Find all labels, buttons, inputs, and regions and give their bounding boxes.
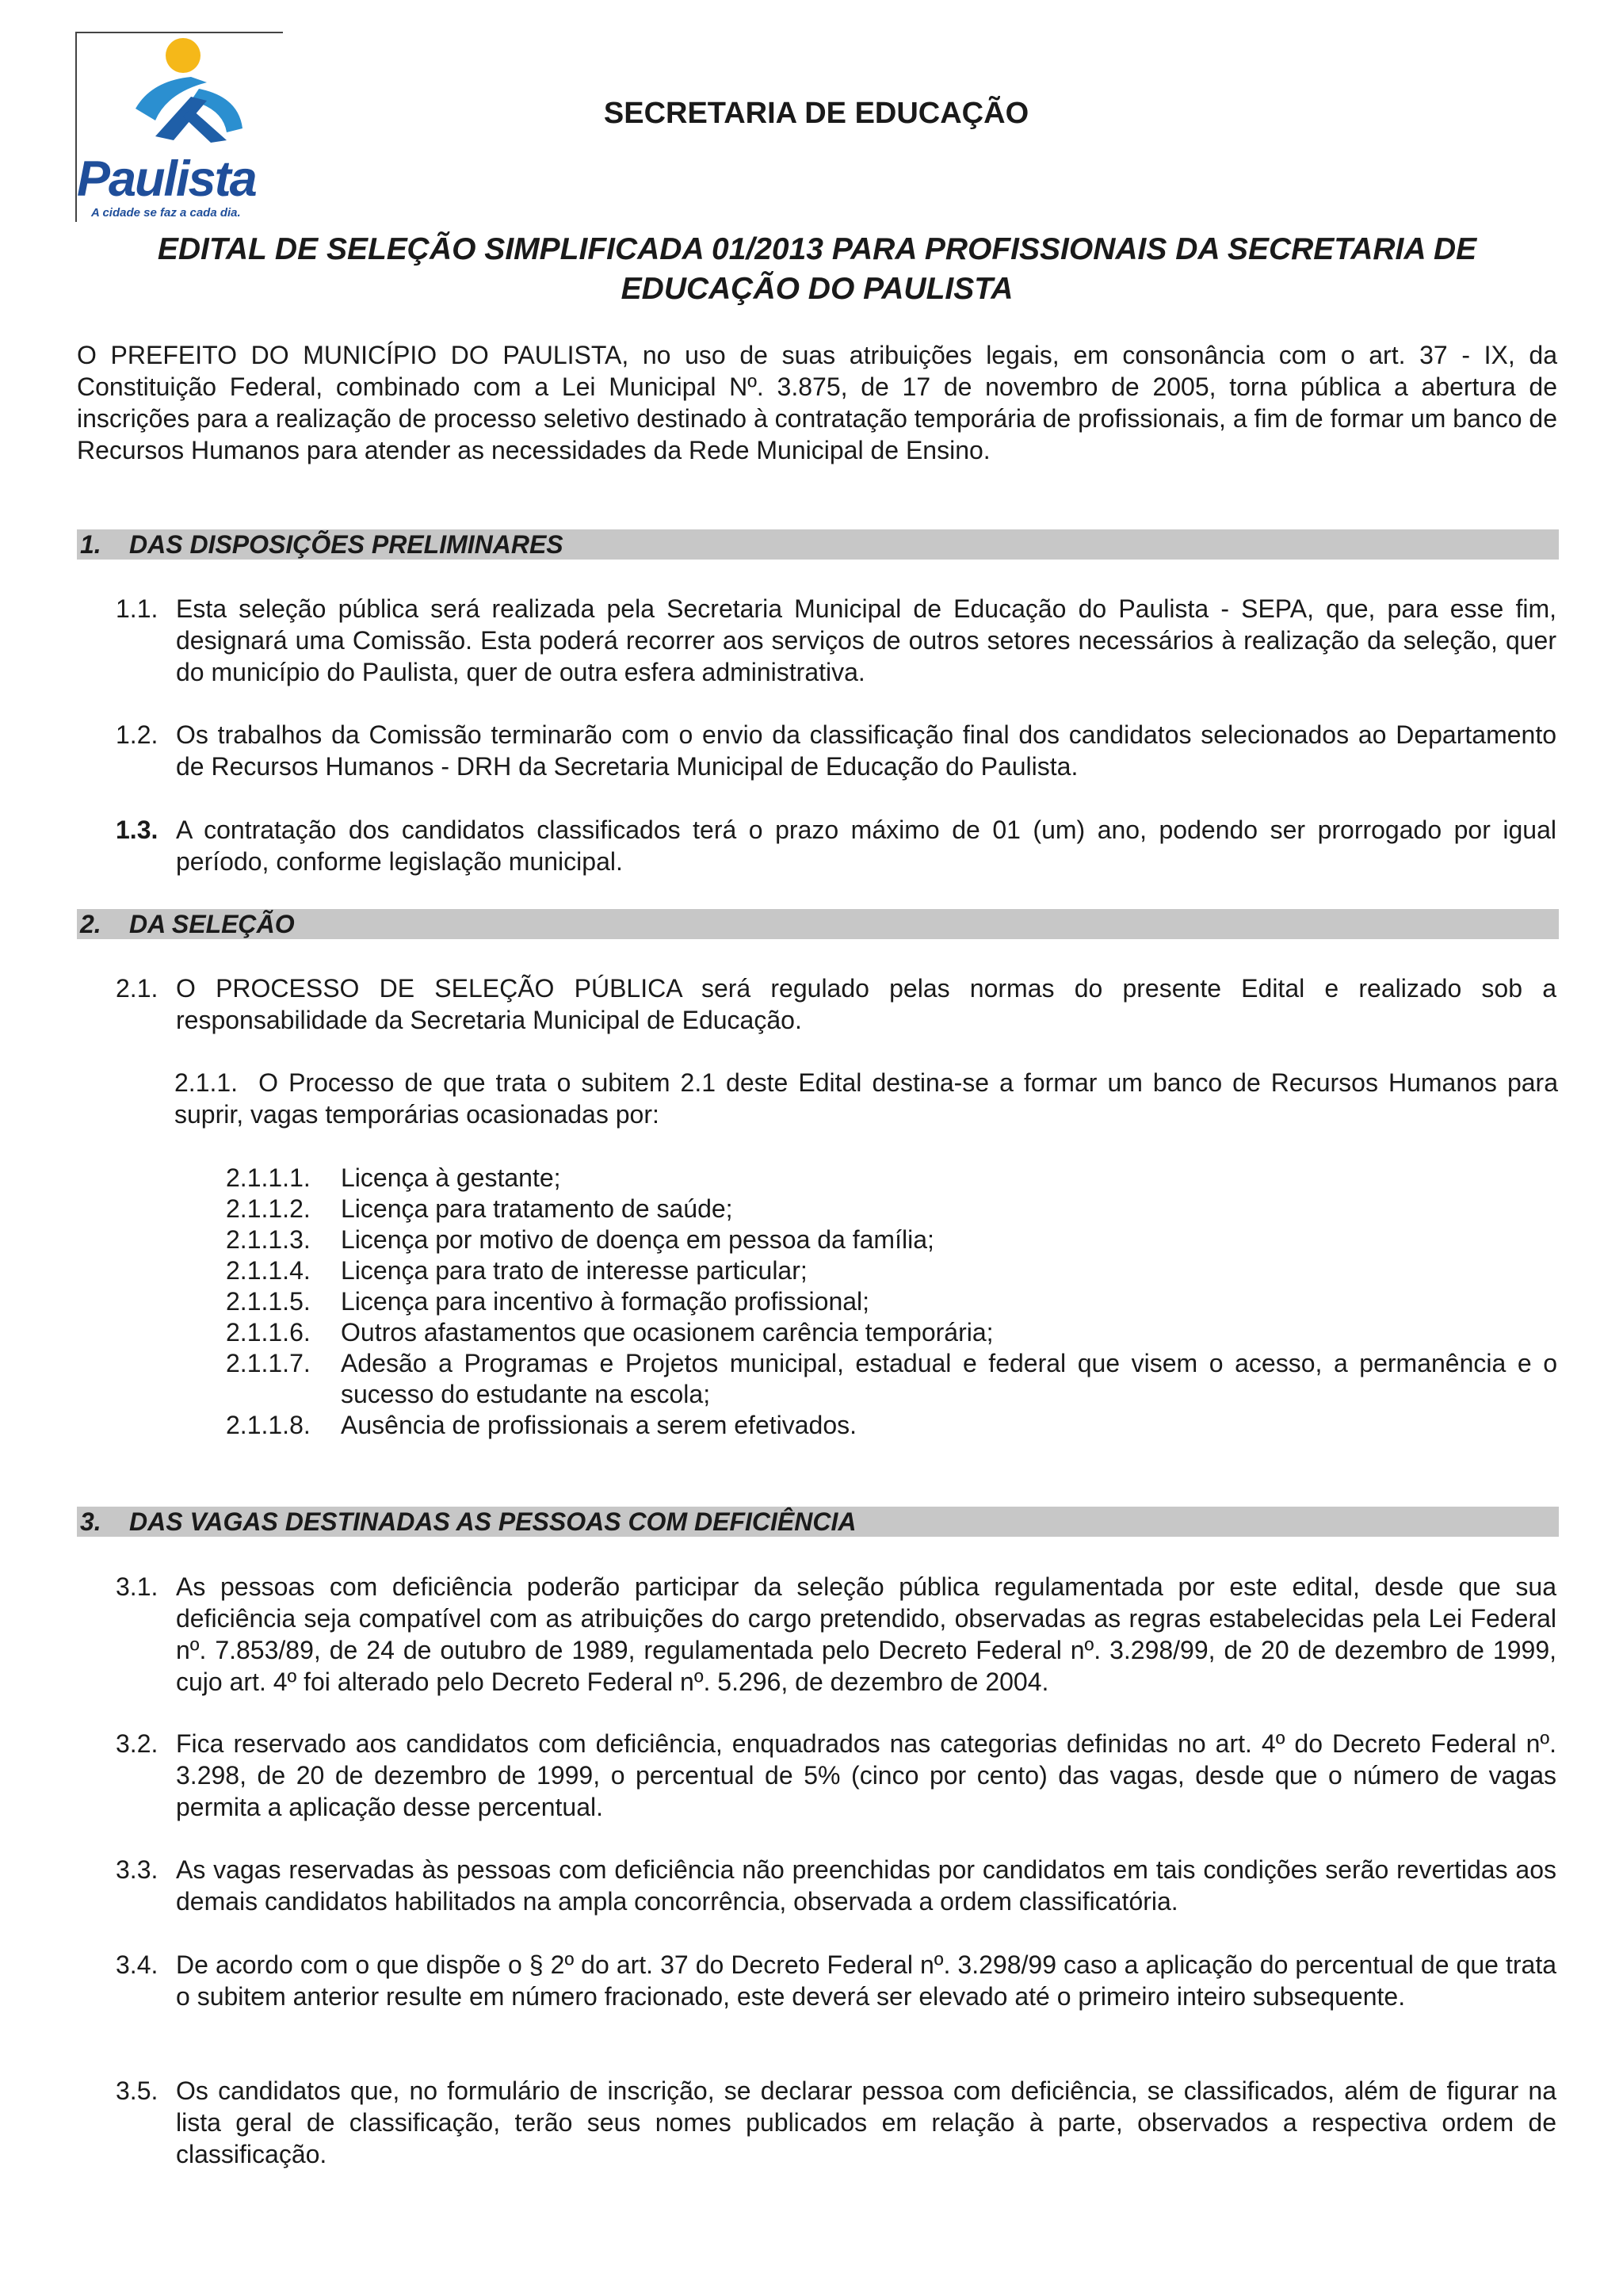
list-item [116,972,1556,1036]
item-number: 2.1.1.6. [226,1318,311,1347]
list-item [116,1728,1556,1823]
section-number: 2. [80,910,101,938]
item-number: 3.4. [116,1950,158,1979]
item-number: 1.1. [116,594,158,623]
item-number: 2.1.1. [174,1068,239,1097]
item-text: As pessoas com deficiência poderão participar da seleção pública regulamentada por este edital, desde que sua deficiência seja compatível com as atribuições do cargo pretendido, observadas as regras estabelecidas pela Lei Federal nº. 7.853/89, de 24 de outubro de 1989, regulamentada pelo Decreto Federal nº. 3.298/99, de 20 de dezembro de 1999, cujo art. 4º foi alterado pelo Decreto Federal nº. 5.296, de dezembro de 2004. [176,1572,1556,1696]
item-number: 2.1.1.1. [226,1163,311,1192]
item-text: As vagas reservadas às pessoas com deficiência não preenchidas por candidatos em tais condições serão revertidas aos demais candidatos habilitados na ampla concorrência, observada a ordem classificatória. [176,1855,1556,1916]
item-text: Os candidatos que, no formulário de inscrição, se declarar pessoa com deficiência, se classificados, além de figurar na lista geral de classificação, terão seus nomes publicados em relação à parte, observados a respectiva ordem de classificação. [176,2076,1556,2168]
list-item [226,1317,1557,1348]
item-text: Adesão a Programas e Projetos municipal, estadual e federal que visem o acesso, a permanência e o sucesso do estudante na escola; [341,1349,1557,1408]
list-item [226,1194,1557,1224]
item-text: De acordo com o que dispõe o § 2º do art. 37 do Decreto Federal nº. 3.298/99 caso a aplicação do percentual de que trata o subitem anterior resulte em número fracionado, este deverá ser elevado até o primeiro inteiro subsequente. [176,1950,1556,2011]
item-text: Ausência de profissionais a serem efetivados. [341,1411,857,1439]
list-item [116,2075,1556,2170]
title-line-2: EDUCAÇÃO DO PAULISTA [621,272,1014,306]
list-item [116,814,1556,877]
item-text: O PROCESSO DE SELEÇÃO PÚBLICA será regulado pelas normas do presente Edital e realizado sob a responsabilidade da Secretaria Municipal de Educação. [176,974,1556,1034]
item-number: 2.1.1.3. [226,1225,311,1254]
list-item [226,1224,1557,1255]
item-number: 2.1.1.7. [226,1349,311,1377]
item-number: 2.1.1.5. [226,1287,311,1316]
list-item [116,719,1556,782]
item-text: Outros afastamentos que ocasionem carência temporária; [341,1318,994,1347]
paulista-logo [75,32,285,222]
section-label: DAS VAGAS DESTINADAS AS PESSOAS COM DEFICIÊNCIA [129,1507,857,1536]
item-text: Esta seleção pública será realizada pela Secretaria Municipal de Educação do Paulista - SEPA, que, para esse fim, designará uma Comissão. Esta poderá recorrer aos serviços de outros setores necessários à realização da seleção, quer do município do Paulista, quer de outra esfera administrativa. [176,594,1556,686]
title-line-1: EDITAL DE SELEÇÃO SIMPLIFICADA 01/2013 PARA PROFISSIONAIS DA SECRETARIA DE [157,232,1477,266]
section-label: DA SELEÇÃO [129,910,295,938]
item-text: Os trabalhos da Comissão terminarão com o envio da classificação final dos candidatos selecionados ao Departamento de Recursos Humanos - DRH da Secretaria Municipal de Educação do Paulista. [176,720,1556,781]
item-number: 3.5. [116,2076,158,2105]
item-number: 2.1. [116,974,158,1003]
section-label: DAS DISPOSIÇÕES PRELIMINARES [129,530,563,559]
document-title [75,230,1559,309]
subsection-2-1-1 [174,1067,1558,1130]
item-number: 1.2. [116,720,158,749]
item-number: 3.2. [116,1729,158,1758]
section-number: 3. [80,1507,101,1536]
section-number: 1. [80,530,101,559]
item-number: 3.3. [116,1855,158,1884]
section-header-3 [77,1507,1559,1537]
logo-tagline: A cidade se faz a cada dia. [91,206,241,220]
list-item [226,1255,1557,1286]
intro-paragraph: O PREFEITO DO MUNICÍPIO DO PAULISTA, no uso de suas atribuições legais, em consonância com o art. 37 - IX, da Constituição Federal, combinado com a Lei Municipal Nº. 3.875, de 17 de novembro de 2005, torna pública a abertura de inscrições para a realização de processo seletivo destinado à contratação temporária de profissionais, a fim de formar um banco de Recursos Humanos para atender as necessidades da Rede Municipal de Ensino. [77,341,1557,464]
item-number: 2.1.1.8. [226,1411,311,1439]
item-text: Licença para tratamento de saúde; [341,1194,733,1223]
item-text: Licença à gestante; [341,1163,561,1192]
item-text: Licença para trato de interesse particular; [341,1256,808,1285]
list-item [116,593,1556,688]
list-item [116,1949,1556,2012]
list-item [226,1348,1557,1410]
item-text: O Processo de que trata o subitem 2.1 deste Edital destina-se a formar um banco de Recursos Humanos para suprir, vagas temporárias ocasionadas por: [174,1068,1559,1129]
list-item [116,1854,1556,1917]
list-item [116,1571,1556,1698]
item-number: 1.3. [116,816,158,844]
list-item [226,1410,1557,1441]
item-number: 3.1. [116,1572,158,1601]
list-item [226,1286,1557,1317]
item-text: Fica reservado aos candidatos com deficiência, enquadrados nas categorias definidas no art. 4º do Decreto Federal nº. 3.298, de 20 de dezembro de 1999, o percentual de 5% (cinco por cento) das vagas, desde que o número de vagas permita a aplicação desse percentual. [176,1729,1556,1821]
item-text: Licença por motivo de doença em pessoa da família; [341,1225,934,1254]
logo-emblem-icon [80,33,278,152]
list-item [226,1163,1557,1194]
logo-wordmark: Paulista [77,151,256,207]
item-number: 2.1.1.2. [226,1194,311,1223]
item-number: 2.1.1.4. [226,1256,311,1285]
item-text: Licença para incentivo à formação profissional; [341,1287,870,1316]
section-header-1 [77,529,1559,560]
section-header-2 [77,909,1559,939]
department-heading: SECRETARIA DE EDUCAÇÃO [603,97,1029,130]
item-text: A contratação dos candidatos classificados terá o prazo máximo de 01 (um) ano, podendo ser prorrogado por igual período, conforme legislação municipal. [176,816,1556,876]
